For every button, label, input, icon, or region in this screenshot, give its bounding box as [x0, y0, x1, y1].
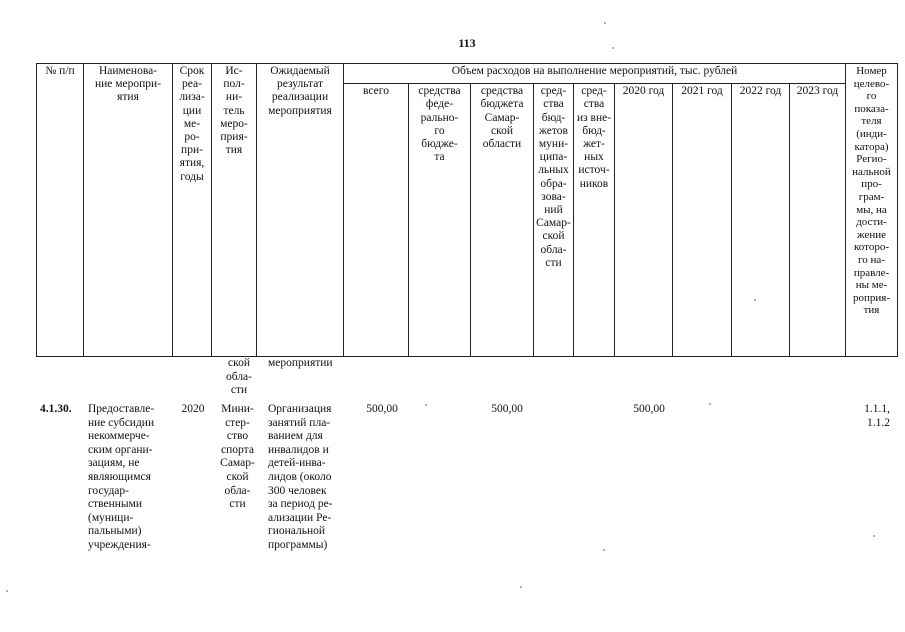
- header-num: № п/п: [37, 64, 84, 357]
- scan-speck: [603, 549, 605, 551]
- scan-speck: [709, 403, 711, 405]
- row-expected-result: Организация занятий пла- ванием для инвалидов и детей-инва- лидов (около 300 человек за период ре- ализации Ре- гиональной программы): [268, 403, 333, 551]
- header-regional: средства бюджета Самар- ской области: [471, 84, 534, 357]
- row-executor: Мини- стер- ство спорта Самар- ской обла- сти: [220, 403, 255, 511]
- header-total: всего: [344, 84, 409, 357]
- page-number: 113: [458, 36, 476, 50]
- continuation-executor: ской обла- сти: [226, 357, 252, 397]
- header-2020: 2020 год: [615, 84, 673, 357]
- header-executor: Ис- пол- ни- тель меро- прия- тия: [212, 64, 257, 357]
- row-number: 4.1.30.: [40, 403, 72, 415]
- header-municipal: сред- ства бюд- жетов муни- ципа- льных обра- зова- ний Самар- ской обла- сти: [534, 84, 574, 357]
- row-term: 2020: [181, 403, 205, 415]
- header-2022: 2022 год: [732, 84, 790, 357]
- scan-speck: [612, 47, 614, 49]
- scan-speck: [873, 535, 875, 537]
- continuation-result: мероприятии: [268, 357, 333, 369]
- header-expenses-group: Объем расходов на выполнение мероприятий, тыс. рублей: [344, 64, 846, 84]
- scan-speck: [425, 404, 427, 406]
- row-regional: 500,00: [491, 403, 523, 415]
- scan-speck: [520, 586, 522, 588]
- row-total: 500,00: [366, 403, 398, 415]
- row-name: Предоставле- ние субсидии некоммерче- ским органи- зациям, не являющимся государ- ственными (муници- пальными) учреждения-: [88, 403, 155, 551]
- header-expected-result: Ожидаемый результат реализации мероприятия: [257, 64, 344, 357]
- header-indicator: Номер целево- го показа- теля (инди- катора) Регио- нальной про- грам- мы, на дости- жение которо- го на- правле- ны ме- роприя- тия: [846, 64, 898, 357]
- scan-speck: [754, 299, 756, 301]
- header-term: Срок реа- лиза- ции ме- ро- при- ятия, годы: [173, 64, 212, 357]
- header-name: Наименова- ние меропри- ятия: [84, 64, 173, 357]
- row-2020: 500,00: [633, 403, 665, 415]
- header-2023: 2023 год: [790, 84, 846, 357]
- header-2021: 2021 год: [673, 84, 732, 357]
- scan-speck: [604, 22, 606, 24]
- header-federal: средства феде- рально- го бюдже- та: [409, 84, 471, 357]
- scan-speck: [6, 590, 8, 592]
- header-extrabudget: сред- ства из вне- бюд- жет- ных источ- ников: [574, 84, 615, 357]
- expenses-table-header: [36, 63, 898, 357]
- row-indicator: 1.1.1, 1.1.2: [864, 403, 890, 429]
